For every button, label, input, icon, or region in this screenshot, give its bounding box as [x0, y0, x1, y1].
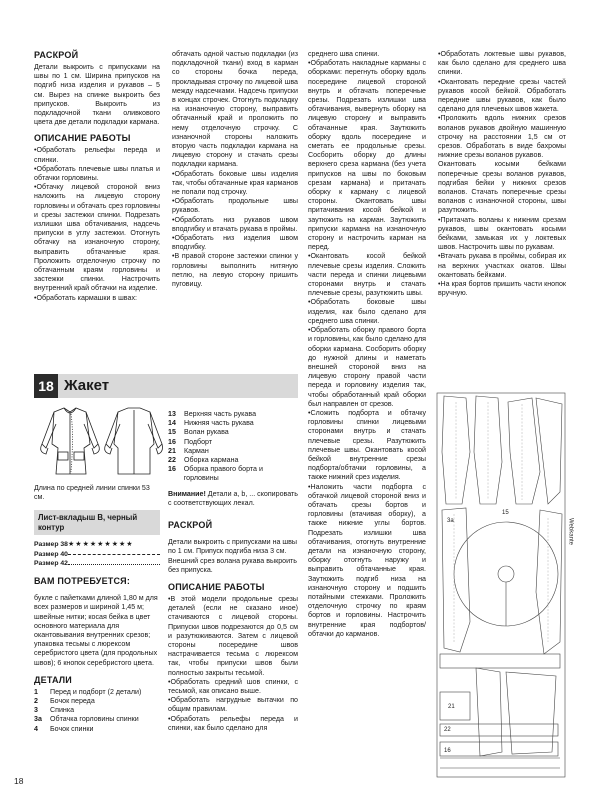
list-item: 14 Нижняя часть рукава: [168, 419, 254, 428]
step: • Проложить вдоль нижних срезов воланов рукавов двойную машинную строчку на расстоянии 1,5 см от срезов. Обработать в виде бахромы нижние срезы воланов рукавов.: [438, 114, 566, 160]
list-item: 16 Подборт: [168, 437, 213, 446]
jacket-instructions: [168, 520, 298, 733]
list-item: 22 Оборка кармана: [168, 456, 239, 465]
details-heading: ДЕТАЛИ: [34, 674, 72, 685]
step: • Обработать локтевые швы рукавов, как было сделано для среднего шва спинки.: [438, 50, 566, 78]
section-number: 18: [34, 374, 58, 398]
page-number: 18: [14, 776, 24, 786]
paragraph: обтачать одной частью подкладки (из подкладочной ткани) вход в карман со стороны бочка переда, прокладывая строчку по лицевой шва между надсечками. Надсечь припуски в концах строчек. Отогнуть подкладку на изнаночную сторону, выправить обтачанный край и проложить по нему отделочную строчку. С изнаночной стороны наложить вторую часть подкладки кармана на лицевую сторону и стачать срезы подкладки кармана.: [172, 50, 298, 169]
pattern-label-21: 21: [448, 704, 455, 710]
step: • Наложить части подборта с обтачкой лицевой стороной вниз и обтачать срезы бортов и горловины (втачивая оборку), а также нижние углы бортов. Подрезать излишки шва обтачивания, отогнуть внутренние детали на изнаночную сторону, оборку отогнуть наружу и выправить обтачанные края. Заутюжить подгиб низа на изнаночную сторону и подшить потайными стежками. Проложить отделочную строчку по краям бортов и горловины. Настрочить внутренние края подбортов/обтачки до карманов.: [308, 483, 426, 639]
dotted-line-icon: [68, 564, 160, 565]
work-heading: ОПИСАНИЕ РАБОТЫ: [34, 133, 131, 144]
stars-line-icon: ★ ★ ★ ★ ★ ★ ★ ★ ★: [68, 541, 133, 548]
column-3: [308, 50, 426, 639]
list-item: 3 Спинка: [34, 706, 75, 715]
step: • Обработать нагрудные вытачки по общим правилам.: [168, 696, 298, 714]
step: • Обтачку лицевой стороной вниз наложить на лицевую сторону горловины и обтачать срез горловины и срезы застежки спинки. Подрезать излишки шва обтачивания, надсечь припуски в углу застежки. Отогнуть обтачку на изнаночную сторону, выправить обтачанные края. Проложить отделочную строчку по обтачанным краям горловины и застежки спинки. Настрочить внутренний край обтачки на изделие.: [34, 183, 160, 293]
parts-list: [168, 410, 298, 508]
list-item: 16 Оборка правого борта и горловины: [168, 465, 263, 483]
step: • Окантовать косой бейкой плечевые срезы изделия. Сложить части переда и спинки лицевыми сторонами внутрь и стачать плечевые срезы, разутюжить швы.: [308, 252, 426, 298]
step: • Обработать низ изделия швом вподгибку.: [172, 234, 298, 252]
list-item: 21 Карман: [168, 446, 209, 455]
step: • Обработать рельефы переда и спинки.: [34, 146, 160, 164]
caption: Длина по средней линии спинки 53 см.: [34, 484, 150, 502]
jacket-illustration: [34, 404, 164, 482]
step: • В этой модели продольные срезы деталей (если не сказано иное) стачиваются с лицевой стороны. Припуски швов подрезаются до 0,5 см и разутюживаются. Затем с лицевой стороны посередине швов настрачивается тесьма с люрексом так, чтобы припуски швов были полностью закрыты тесьмой.: [168, 595, 298, 678]
step: • Обработать боковые швы изделия так, чтобы обтачанные края карманов не попали под строчку.: [172, 170, 298, 198]
step: • В правой стороне застежки спинки у горловины выполнить нитяную петлю, на левую сторону пришить пуговицу.: [172, 252, 298, 289]
size-row: Размер 38 ★ ★ ★ ★ ★ ★ ★ ★ ★: [34, 540, 160, 550]
column-1: [34, 50, 160, 303]
pattern-label-16: 16: [444, 748, 451, 754]
step: • Обработать плечевые швы платья и обтачки горловины.: [34, 165, 160, 183]
cut-text: Детали выкроить с припусками на швы по 1 см. Припуск подгиба низа 3 см. Внешний срез волана рукава выкроить без припуска.: [168, 538, 297, 574]
step: • Обработать оборку правого борта и горловины, как было сделано для оборки кармана. Сосборить оборку до нужной длины и наметать внешней стороной вниз на лицевую сторону правой части переда и горловину изделия так, чтобы обработанный край оборки был направлен от срезов.: [308, 326, 426, 409]
step: • Обработать средний шов спинки, с тесьмой, как описано выше.: [168, 678, 298, 696]
dashed-line-icon: [68, 554, 160, 555]
list-item: 2 Бочок переда: [34, 697, 95, 706]
step: • Обработать кармашки в швах:: [34, 294, 160, 303]
materials-block: [34, 576, 160, 734]
cut-heading: РАСКРОЙ: [34, 50, 79, 60]
step: • Обработать накладные карманы с оборками: перегнуть оборку вдоль посередине лицевой стороной внутрь и обтачать поперечные срезы. Подрезать излишки шва обтачивания, вывернуть оборку на лицевую сторону и выправить обтачанные края. Заутюжить оборку вдоль посередине и сметать ее продольные срезы. Сосборить оборку до длины верхнего среза кармана (без учета припусков на швы по боковым срезам кармана) и притачать оборку к карману с лицевой стороны. Окантовать швы притачивания косой бейкой и заутюжить на карман. Заутюжить припуски кармана на изнаночную сторону и настрочить карман на перед.: [308, 59, 426, 252]
pattern-label-22: 22: [444, 727, 451, 733]
paragraph: Окантовать косыми бейками поперечные срезы воланов рукавов, подгибая бейки у нижних срезов воланов. Стачать поперечные срезы воланов с изнаночной стороны, швы разутюжить.: [438, 160, 566, 215]
step: • Обработать боковые швы изделия, как было сделано для среднего шва спинки.: [308, 298, 426, 326]
step: • Притачать воланы к нижним срезам рукавов, швы окантовать косыми бейками, замыкая их у локтевых швов. Настрочить швы по рукавам.: [438, 216, 566, 253]
selvedge-label: Webkante: [567, 518, 574, 545]
step: • Втачать рукава в проймы, собирая их на верхних участках окатов. Швы окантовать бейками.: [438, 252, 566, 280]
step: • Обработать рельефы переда и спинки, как было сделано для: [168, 715, 298, 733]
list-item: 15 Волан рукава: [168, 428, 229, 437]
section-title: Жакет: [64, 377, 110, 394]
step: • Обработать продольные швы рукавов.: [172, 197, 298, 215]
column-4: [438, 50, 566, 298]
warning-note: Внимание! Детали a, b, ... скопировать с соответствующих лекал.: [168, 489, 298, 507]
pattern-label-15: 15: [502, 510, 509, 516]
cutting-layout-diagram: [436, 392, 566, 778]
cut-text: Детали выкроить с припусками на швы по 1 см. Ширина припусков на подгиб низа изделия и рукавов – 5 см. Вырез на спинке выкроить без припусков. Выкроить из подкладочной ткани оливкового цвета две детали подкладки кармана.: [34, 63, 160, 127]
list-item: 3a Обтачка горловины спинки: [34, 715, 139, 724]
list-item: 13 Верхняя часть рукава: [168, 410, 257, 418]
step: • Сложить подборта и обтачку горловины спинки лицевыми сторонами внутрь и стачать плечевые срезы. Разутюжить плечевые швы. Окантовать косой бейкой внутренние срезы подборта/обтачки горловины, а также нижний срез изделия.: [308, 409, 426, 483]
needs-heading: ВАМ ПОТРЕБУЕТСЯ:: [34, 576, 131, 586]
step: • На края бортов пришить части кнопок вручную.: [438, 280, 566, 298]
cut-heading: РАСКРОЙ: [168, 520, 213, 530]
size-row: Размер 42: [34, 559, 160, 569]
work-heading: ОПИСАНИЕ РАБОТЫ: [168, 582, 265, 592]
step: • Окантовать передние срезы частей рукавов косой бейкой. Обработать передние швы рукавов, как было сделано для плечевых швов жакета.: [438, 78, 566, 115]
size-row: Размер 40: [34, 550, 160, 560]
sheet-insert-label: Лист-вкладыш В, черный контур: [34, 510, 160, 535]
pattern-label-3a: 3a: [447, 518, 454, 524]
step: • Обработать низ рукавов швом вподгибку и втачать рукава в проймы.: [172, 216, 298, 234]
size-legend: [34, 540, 160, 569]
section-header: [34, 374, 298, 398]
column-2: [172, 50, 298, 289]
list-item: 1 Перед и подборт (2 детали): [34, 687, 142, 696]
paragraph: среднего шва спинки.: [308, 50, 380, 58]
list-item: 4 Бочок спинки: [34, 724, 94, 733]
needs-text: букле с пайетками длиной 1,80 м для всех размеров и шириной 1,45 м; швейные нитки; косая бейка в цвет основного материала для окантовывания внутренних срезов; упаковка тесьмы с люрексом серебристого цвета (для продольных швов); 6 кнопок серебристого цвета.: [34, 594, 158, 667]
